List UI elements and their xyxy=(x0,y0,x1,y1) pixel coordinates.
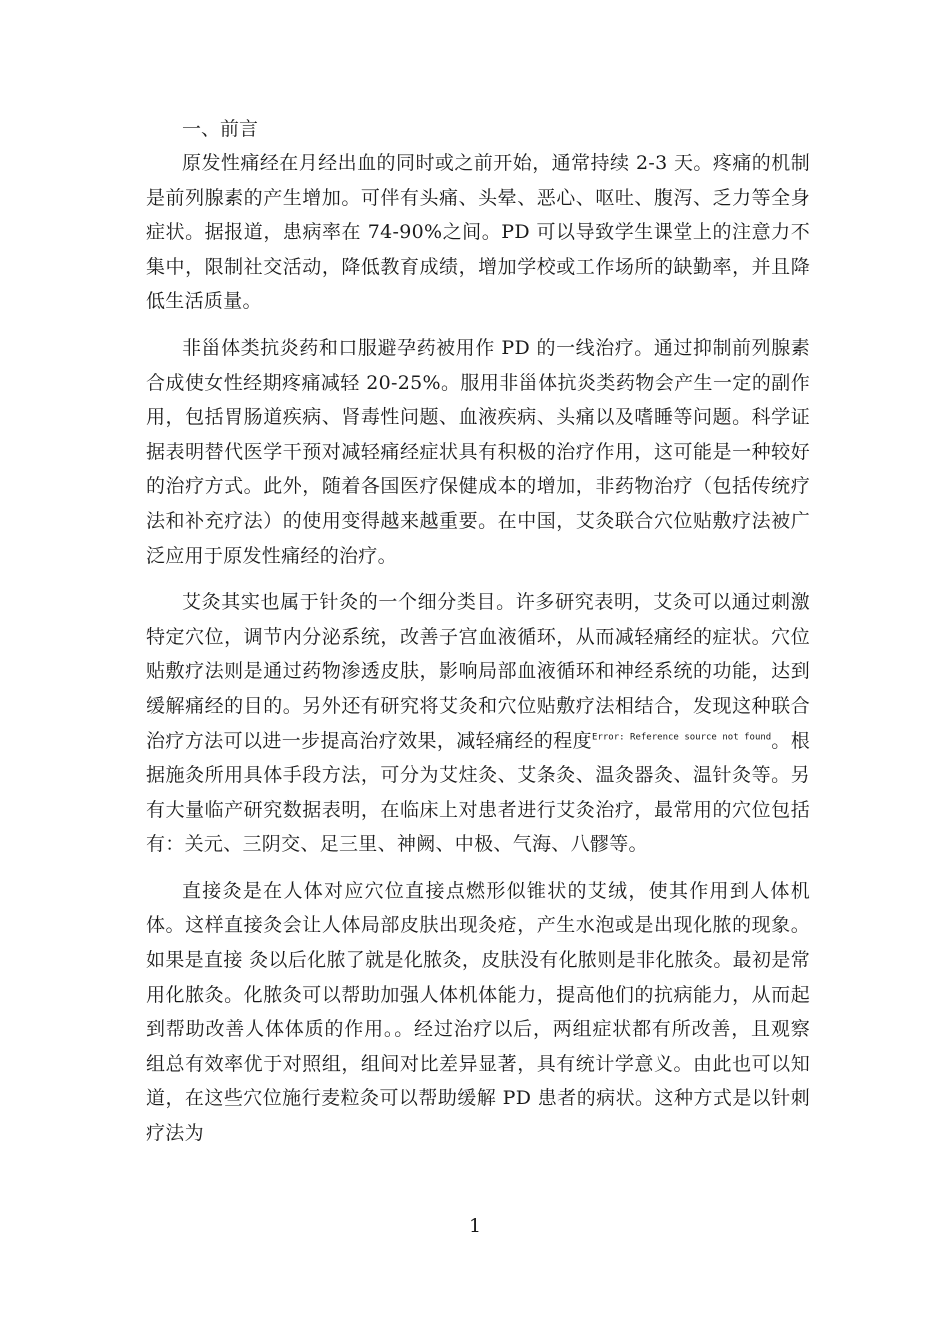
paragraph-3 xyxy=(146,585,810,862)
paragraph-4: 直接灸是在人体对应穴位直接点燃形似锥状的艾绒，使其作用到人体机体。这样直接灸会让人体局部皮肤出现灸疮，产生水泡或是出现化脓的现象。如果是直接 灸以后化脓了就是化脓灸，皮肤没有化脓则是非化脓灸。最初是常用化脓灸。化脓灸可以帮助加强人体机体能力，提高他们的抗病能力，从而起到帮助改善人体体质的作用。。经过治疗以后，两组症状都有所改善，且观察组总有效率优于对照组，组间对比差异显著，具有统计学意义。由此也可以知道，在这些穴位施行麦粒灸可以帮助缓解 PD 患者的病状。这种方式是以针刺疗法为 xyxy=(146,879,810,1145)
section-heading: 一、前言 xyxy=(182,118,259,140)
paragraph-3-text-after: 。根据施灸所用具体手段方法，可分为艾炷灸、艾条灸、温灸器灸、温针灸等。另有大量临产研究数据表明，在临床上对患者进行艾灸治疗，最常用的穴位包括有：关元、三阴交、足三里、神阙、中极、气海、八髎等。 xyxy=(146,729,811,856)
paragraph-2: 非甾体类抗炎药和口服避孕药被用作 PD 的一线治疗。通过抑制前列腺素合成使女性经期疼痛减轻 20-25%。服用非甾体抗炎类药物会产生一定的副作用，包括胃肠道疾病、肾毒性问题、血液疾病、头痛以及嗜睡等问题。科学证据表明替代医学干预对减轻痛经症状具有积极的治疗作用，这可能是一种较好的治疗方式。此外，随着各国医疗保健成本的增加，非药物治疗（包括传统疗法和补充疗法）的使用变得越来越重要。在中国，艾灸联合穴位贴敷疗法被广泛应用于原发性痛经的治疗。 xyxy=(146,336,810,567)
reference-error-note: Error: Reference source not found xyxy=(592,732,772,743)
paragraph-1: 原发性痛经在月经出血的同时或之前开始，通常持续 2-3 天。疼痛的机制是前列腺素的产生增加。可伴有头痛、头晕、恶心、呕吐、腹泻、乏力等全身症状。据报道，患病率在 74-90%之间。PD 可以导致学生课堂上的注意力不集中，限制社交活动，降低教育成绩，增加学校或工作场所的缺勤率，并且降低生活质量。 xyxy=(146,152,810,313)
document-body xyxy=(146,112,810,1151)
paragraph-3-text-before: 艾灸其实也属于针灸的一个细分类目。许多研究表明，艾灸可以通过刺激特定穴位，调节内分泌系统，改善子宫血液循环，从而减轻痛经的症状。穴位贴敷疗法则是通过药物渗透皮肤，影响局部血液循环和神经系统的功能，达到缓解痛经的目的。另外还有研究将艾灸和穴位贴敷疗法相结合，发现这种联合治疗方法可以进一步提高治疗效果，减轻痛经的程度 xyxy=(146,591,810,752)
page-number: 1 xyxy=(468,1215,482,1237)
